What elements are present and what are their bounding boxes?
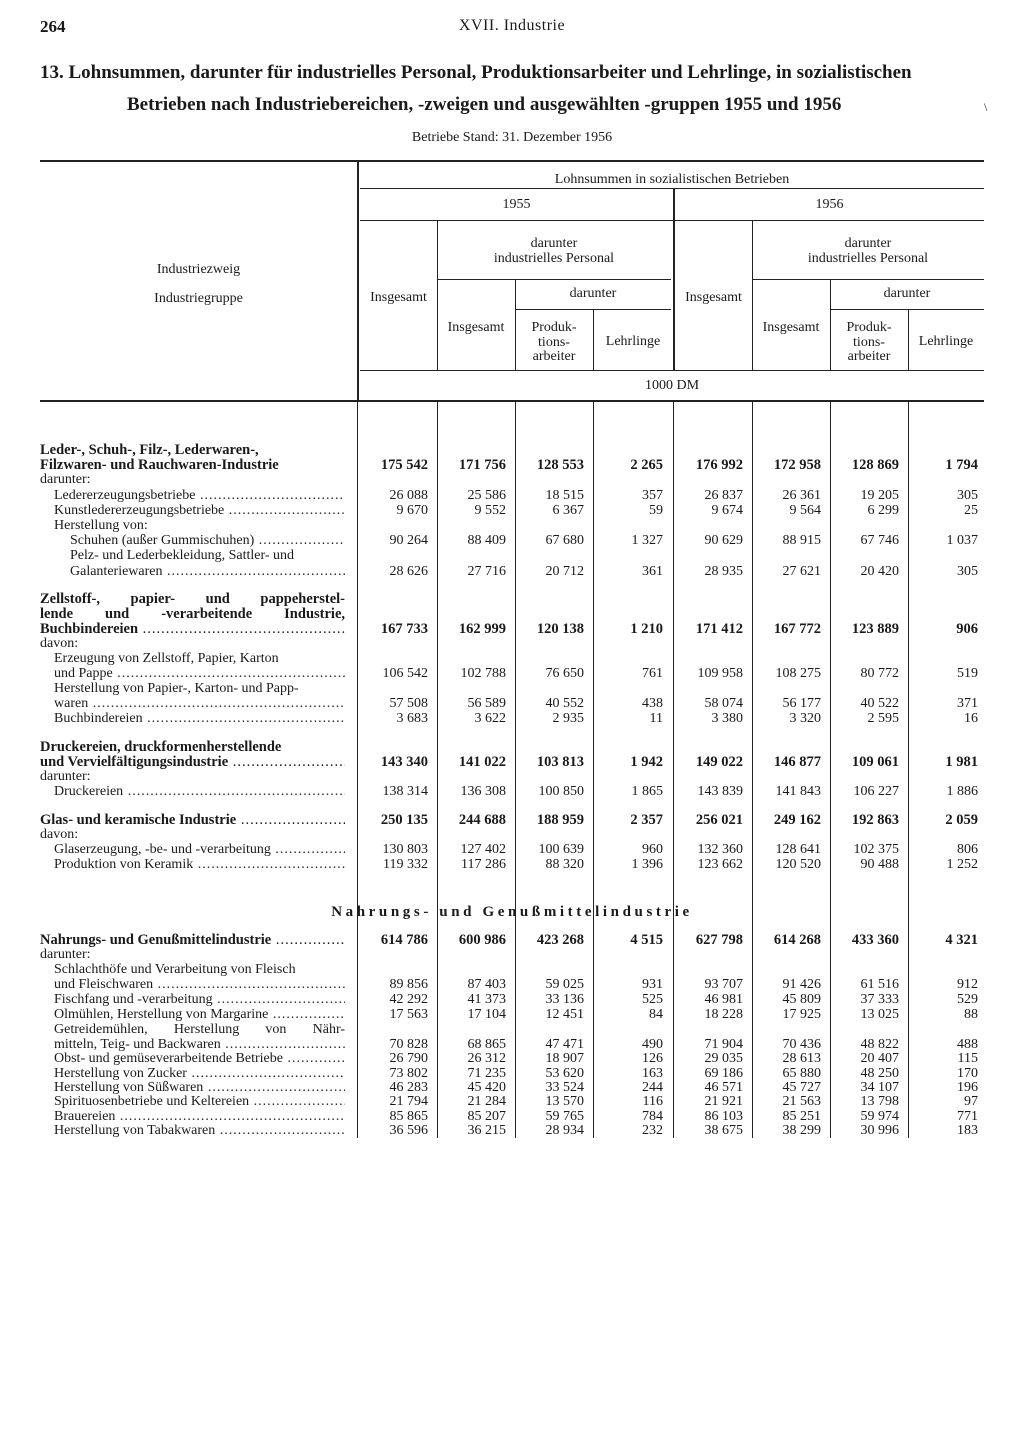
table-cell: 6 367 xyxy=(552,503,584,518)
table-cell: 188 959 xyxy=(536,812,584,828)
table-cell: 25 xyxy=(964,503,978,518)
header-1955-darunter-ind-2: industrielles Personal xyxy=(493,251,615,266)
table-cell: 20 420 xyxy=(860,564,899,579)
table-cell: 33 136 xyxy=(545,992,584,1007)
table-cell: 36 596 xyxy=(389,1123,428,1138)
table-cell: 128 553 xyxy=(536,457,584,473)
row-label: Produktion von Keramik ..... xyxy=(40,858,345,872)
table-cell: 1 037 xyxy=(946,533,978,548)
table-cell: 1 794 xyxy=(945,457,978,473)
table-cell: 61 516 xyxy=(860,977,899,992)
table-title-line-1: 13. Lohnsummen, darunter für industrielles Personal, Produktionsarbeiter und Lehrlinge, in sozialistischen xyxy=(40,62,912,83)
table-cell: 20 712 xyxy=(545,564,584,579)
row-label: Fischfang und -verarbeitung ..... xyxy=(40,993,345,1007)
table-cell: 1 886 xyxy=(946,784,978,799)
table-cell: 21 794 xyxy=(389,1094,428,1109)
row-label: Schuhen (außer Gummischuhen) ..... xyxy=(40,534,345,548)
table-cell: 28 935 xyxy=(704,564,743,579)
section-title-nahrung: Nahrungs- und Genußmittelindustrie xyxy=(331,904,693,920)
table-cell: 59 xyxy=(649,503,663,518)
table-cell: 48 250 xyxy=(860,1066,899,1081)
table-cell: 2 059 xyxy=(945,812,978,828)
table-cell: 88 320 xyxy=(545,857,584,872)
table-cell: 57 508 xyxy=(389,696,428,711)
rule-above-unit xyxy=(360,370,984,371)
table-title-line-2: Betrieben nach Industriebereichen, -zweigen und ausgewählten -gruppen 1955 und 1956 xyxy=(127,94,842,115)
table-cell: 18 515 xyxy=(545,488,584,503)
table-cell: 423 268 xyxy=(536,932,584,948)
row-label: Schlachthöfe und Verarbeitung von Fleisch xyxy=(54,963,296,977)
table-cell: 183 xyxy=(957,1123,978,1138)
table-cell: 138 314 xyxy=(382,784,428,799)
stub-header-zweig: Industriezweig xyxy=(156,262,241,277)
table-cell: 2 357 xyxy=(630,812,663,828)
table-cell: 488 xyxy=(957,1037,978,1052)
table-cell: 28 613 xyxy=(782,1051,821,1066)
table-cell: 93 707 xyxy=(704,977,743,992)
table-cell: 108 275 xyxy=(775,666,821,681)
row-label: Herstellung von Papier-, Karton- und Papp- xyxy=(54,682,299,696)
table-cell: 27 621 xyxy=(782,564,821,579)
table-cell: 106 542 xyxy=(382,666,428,681)
table-cell: 40 522 xyxy=(860,696,899,711)
table-cell: 4 321 xyxy=(945,932,978,948)
table-cell: 171 412 xyxy=(695,621,743,637)
table-cell: 13 570 xyxy=(545,1094,584,1109)
table-cell: 109 061 xyxy=(851,754,899,770)
table-cell: 38 299 xyxy=(782,1123,821,1138)
table-cell: 41 373 xyxy=(467,992,506,1007)
header-1956-insgesamt: Insgesamt xyxy=(685,290,742,305)
row-label: Ledererzeugungsbetriebe ..... xyxy=(40,489,345,503)
table-cell: 70 828 xyxy=(389,1037,428,1052)
row-label: Zellstoff-, papier- und pappeherstel- xyxy=(40,592,345,606)
table-cell: 172 958 xyxy=(773,457,821,473)
table-cell: 1 210 xyxy=(630,621,663,637)
table-cell: 9 674 xyxy=(711,503,743,518)
table-cell: 71 904 xyxy=(704,1037,743,1052)
table-cell: 88 915 xyxy=(782,533,821,548)
row-label: waren ..... xyxy=(40,697,345,711)
table-cell: 357 xyxy=(642,488,663,503)
table-cell: 1 942 xyxy=(630,754,663,770)
table-cell: 9 670 xyxy=(396,503,428,518)
table-cell: 3 320 xyxy=(789,711,821,726)
row-label: Ölmühlen, Herstellung von Margarine ..... xyxy=(40,1008,345,1022)
table-cell: 80 772 xyxy=(860,666,899,681)
rule-under-top-header xyxy=(360,188,984,189)
table-cell: 97 xyxy=(964,1094,978,1109)
table-cell: 9 552 xyxy=(474,503,506,518)
table-cell: 761 xyxy=(642,666,663,681)
header-lohnsummen: Lohnsummen in sozialistischen Betrieben xyxy=(554,172,790,187)
table-cell: 59 025 xyxy=(545,977,584,992)
row-label: und Fleischwaren ..... xyxy=(40,978,345,992)
table-cell: 3 683 xyxy=(396,711,428,726)
header-1956-prod-1: Produk- xyxy=(846,320,892,335)
row-label: davon: xyxy=(40,637,79,651)
table-cell: 27 716 xyxy=(467,564,506,579)
table-cell: 1 327 xyxy=(631,533,663,548)
header-year-1956: 1956 xyxy=(815,197,844,212)
row-label: Nahrungs- und Genußmittelindustrie ..... xyxy=(40,933,345,947)
table-cell: 130 803 xyxy=(382,842,428,857)
table-cell: 56 177 xyxy=(782,696,821,711)
header-unit: 1000 DM xyxy=(644,378,700,393)
table-cell: 175 542 xyxy=(380,457,428,473)
table-cell: 519 xyxy=(957,666,978,681)
table-cell: 88 409 xyxy=(467,533,506,548)
table-cell: 126 xyxy=(642,1051,663,1066)
rule-under-darunter-ind-1956 xyxy=(752,279,984,280)
table-cell: 102 788 xyxy=(460,666,506,681)
table-cell: 73 802 xyxy=(389,1066,428,1081)
table-cell: 305 xyxy=(957,488,978,503)
table-cell: 88 xyxy=(964,1007,978,1022)
table-cell: 69 186 xyxy=(704,1066,743,1081)
table-cell: 117 286 xyxy=(461,857,506,872)
table-cell: 59 765 xyxy=(545,1109,584,1124)
table-cell: 162 999 xyxy=(458,621,506,637)
table-cell: 103 813 xyxy=(536,754,584,770)
table-cell: 116 xyxy=(642,1094,663,1109)
table-cell: 20 407 xyxy=(860,1051,899,1066)
table-cell: 232 xyxy=(642,1123,663,1138)
table-cell: 146 877 xyxy=(773,754,821,770)
header-1956-prod-3: arbeiter xyxy=(847,349,891,364)
table-cell: 2 265 xyxy=(630,457,663,473)
table-cell: 58 074 xyxy=(704,696,743,711)
table-cell: 90 488 xyxy=(860,857,899,872)
table-cell: 12 451 xyxy=(545,1007,584,1022)
table-cell: 65 880 xyxy=(782,1066,821,1081)
row-label: Herstellung von Zucker ..... xyxy=(40,1067,345,1081)
table-cell: 17 925 xyxy=(782,1007,821,1022)
table-cell: 29 035 xyxy=(704,1051,743,1066)
table-cell: 19 205 xyxy=(860,488,899,503)
rule-body-7 xyxy=(908,402,909,1138)
table-cell: 784 xyxy=(642,1109,663,1124)
row-label: Glaserzeugung, -be- und -verarbeitung ..... xyxy=(40,843,345,857)
table-cell: 89 856 xyxy=(389,977,428,992)
table-cell: 433 360 xyxy=(851,932,899,948)
table-cell: 123 889 xyxy=(851,621,899,637)
table-cell: 67 746 xyxy=(860,533,899,548)
table-cell: 26 088 xyxy=(389,488,428,503)
rule-under-darunter-1956 xyxy=(830,309,984,310)
table-cell: 85 207 xyxy=(467,1109,506,1124)
table-cell: 85 865 xyxy=(389,1109,428,1124)
table-cell: 48 822 xyxy=(860,1037,899,1052)
row-label: darunter: xyxy=(40,770,91,784)
table-cell: 46 283 xyxy=(389,1080,428,1095)
table-cell: 141 843 xyxy=(775,784,821,799)
rule-body-1 xyxy=(437,402,438,1138)
row-label: Leder-, Schuh-, Filz-, Lederwaren-, xyxy=(40,443,259,457)
table-cell: 1 252 xyxy=(946,857,978,872)
table-cell: 26 312 xyxy=(467,1051,506,1066)
table-cell: 1 396 xyxy=(631,857,663,872)
table-cell: 34 107 xyxy=(860,1080,899,1095)
rule-body-4 xyxy=(673,402,674,1138)
header-1955-darunter-ind-1: darunter xyxy=(530,236,578,251)
row-label: Druckereien, druckformenherstellende xyxy=(40,740,282,754)
rule-under-darunter-ind-1955 xyxy=(437,279,671,280)
table-cell: 176 992 xyxy=(695,457,743,473)
table-cell: 149 022 xyxy=(695,754,743,770)
table-cell: 171 756 xyxy=(458,457,506,473)
table-cell: 120 138 xyxy=(536,621,584,637)
rule-body-5 xyxy=(752,402,753,1138)
row-label: Galanteriewaren ..... xyxy=(40,565,345,579)
table-cell: 26 837 xyxy=(704,488,743,503)
header-1955-prod-2: tions- xyxy=(538,335,570,350)
print-mark: \ xyxy=(984,100,988,114)
table-cell: 1 865 xyxy=(631,784,663,799)
table-cell: 490 xyxy=(642,1037,663,1052)
table-cell: 30 996 xyxy=(860,1123,899,1138)
table-cell: 11 xyxy=(649,711,663,726)
table-cell: 9 564 xyxy=(789,503,821,518)
table-cell: 76 650 xyxy=(545,666,584,681)
header-1955-darunter: darunter xyxy=(569,286,617,301)
table-cell: 132 360 xyxy=(697,842,743,857)
header-1956-darunter-ind-1: darunter xyxy=(844,236,892,251)
table-cell: 120 520 xyxy=(775,857,821,872)
table-cell: 3 622 xyxy=(474,711,506,726)
row-label: darunter: xyxy=(40,473,91,487)
table-cell: 46 981 xyxy=(704,992,743,1007)
table-cell: 931 xyxy=(642,977,663,992)
table-cell: 244 688 xyxy=(458,812,506,828)
table-cell: 87 403 xyxy=(467,977,506,992)
table-cell: 45 727 xyxy=(782,1080,821,1095)
table-cell: 18 907 xyxy=(545,1051,584,1066)
table-cell: 912 xyxy=(957,977,978,992)
table-cell: 614 268 xyxy=(773,932,821,948)
table-cell: 90 629 xyxy=(704,533,743,548)
table-cell: 143 839 xyxy=(697,784,743,799)
table-cell: 13 798 xyxy=(860,1094,899,1109)
table-cell: 17 563 xyxy=(389,1007,428,1022)
row-label: Herstellung von Süßwaren ..... xyxy=(40,1081,345,1095)
rule-body-2 xyxy=(515,402,516,1138)
table-cell: 525 xyxy=(642,992,663,1007)
row-label: und Pappe ..... xyxy=(40,667,345,681)
header-1956-prod-2: tions- xyxy=(853,335,885,350)
table-cell: 128 641 xyxy=(775,842,821,857)
table-cell: 106 227 xyxy=(853,784,899,799)
rule-header-bottom xyxy=(40,400,984,402)
row-label: Glas- und keramische Industrie ..... xyxy=(40,813,345,827)
table-cell: 85 251 xyxy=(782,1109,821,1124)
page-number: 264 xyxy=(40,17,66,36)
table-cell: 529 xyxy=(957,992,978,1007)
table-cell: 42 292 xyxy=(389,992,428,1007)
stub-header-gruppe: Industriegruppe xyxy=(154,291,243,306)
table-cell: 37 333 xyxy=(860,992,899,1007)
table-cell: 84 xyxy=(649,1007,663,1022)
header-year-1955: 1955 xyxy=(502,197,531,212)
row-label: Buchbindereien ..... xyxy=(40,622,345,636)
table-cell: 17 104 xyxy=(467,1007,506,1022)
running-head: XVII. Industrie xyxy=(458,17,566,34)
table-cell: 170 xyxy=(957,1066,978,1081)
rule-under-years xyxy=(360,220,984,221)
table-cell: 119 332 xyxy=(383,857,428,872)
table-cell: 59 974 xyxy=(860,1109,899,1124)
table-cell: 53 620 xyxy=(545,1066,584,1081)
header-1955-insgesamt: Insgesamt xyxy=(370,290,427,305)
row-label: Getreidemühlen, Herstellung von Nähr- xyxy=(54,1023,345,1037)
rule-stub xyxy=(357,160,359,400)
header-1955-ind-insgesamt: Insgesamt xyxy=(447,320,505,335)
row-label: Herstellung von: xyxy=(54,519,148,533)
row-label: davon: xyxy=(40,828,79,842)
table-cell: 128 869 xyxy=(851,457,899,473)
row-label: Herstellung von Tabakwaren ..... xyxy=(40,1124,345,1138)
rule-stub-body xyxy=(357,402,358,1138)
table-cell: 614 786 xyxy=(380,932,428,948)
table-cell: 141 022 xyxy=(458,754,506,770)
table-cell: 167 733 xyxy=(380,621,428,637)
row-label: Filzwaren- und Rauchwaren-Industrie xyxy=(40,458,279,472)
table-cell: 45 809 xyxy=(782,992,821,1007)
row-label: mitteln, Teig- und Backwaren ..... xyxy=(40,1038,345,1052)
table-cell: 102 375 xyxy=(853,842,899,857)
table-cell: 244 xyxy=(642,1080,663,1095)
table-cell: 56 589 xyxy=(467,696,506,711)
table-cell: 163 xyxy=(642,1066,663,1081)
table-cell: 123 662 xyxy=(697,857,743,872)
table-cell: 806 xyxy=(957,842,978,857)
table-cell: 67 680 xyxy=(545,533,584,548)
table-cell: 305 xyxy=(957,564,978,579)
table-cell: 47 471 xyxy=(545,1037,584,1052)
table-cell: 71 235 xyxy=(467,1066,506,1081)
table-cell: 4 515 xyxy=(630,932,663,948)
table-cell: 28 626 xyxy=(389,564,428,579)
row-label: Spirituosenbetriebe und Keltereien ..... xyxy=(40,1095,345,1109)
row-label: und Vervielfältigungsindustrie ..... xyxy=(40,755,345,769)
header-1955-prod-3: arbeiter xyxy=(532,349,576,364)
table-cell: 68 865 xyxy=(467,1037,506,1052)
table-cell: 627 798 xyxy=(695,932,743,948)
table-cell: 249 162 xyxy=(773,812,821,828)
table-cell: 438 xyxy=(642,696,663,711)
table-cell: 33 524 xyxy=(545,1080,584,1095)
table-cell: 40 552 xyxy=(545,696,584,711)
header-1956-darunter-ind-2: industrielles Personal xyxy=(807,251,929,266)
table-cell: 18 228 xyxy=(704,1007,743,1022)
table-cell: 109 958 xyxy=(697,666,743,681)
table-cell: 21 563 xyxy=(782,1094,821,1109)
table-cell: 100 850 xyxy=(538,784,584,799)
table-cell: 143 340 xyxy=(380,754,428,770)
table-cell: 115 xyxy=(957,1051,978,1066)
table-cell: 192 863 xyxy=(851,812,899,828)
table-cell: 600 986 xyxy=(458,932,506,948)
row-label: lende und -verarbeitende Industrie, xyxy=(40,607,345,621)
table-cell: 91 426 xyxy=(782,977,821,992)
table-cell: 1 981 xyxy=(945,754,978,770)
table-cell: 771 xyxy=(957,1109,978,1124)
table-cell: 2 935 xyxy=(552,711,584,726)
header-1956-darunter: darunter xyxy=(883,286,931,301)
table-cell: 38 675 xyxy=(704,1123,743,1138)
rule-body-6 xyxy=(830,402,831,1138)
row-label: Pelz- und Lederbekleidung, Sattler- und xyxy=(70,549,295,563)
rule-body-3 xyxy=(593,402,594,1138)
table-cell: 6 299 xyxy=(867,503,899,518)
table-cell: 13 025 xyxy=(860,1007,899,1022)
row-label: Buchbindereien ..... xyxy=(40,712,345,726)
table-cell: 36 215 xyxy=(467,1123,506,1138)
table-cell: 136 308 xyxy=(460,784,506,799)
table-cell: 21 921 xyxy=(704,1094,743,1109)
table-cell: 26 361 xyxy=(782,488,821,503)
table-cell: 25 586 xyxy=(467,488,506,503)
row-label: Obst- und gemüseverarbeitende Betriebe ..... xyxy=(40,1052,345,1066)
row-label: darunter: xyxy=(40,948,91,962)
table-cell: 3 380 xyxy=(711,711,743,726)
row-label: Brauereien ..... xyxy=(40,1110,345,1124)
table-cell: 90 264 xyxy=(389,533,428,548)
table-cell: 100 639 xyxy=(538,842,584,857)
rule-year-split xyxy=(673,188,675,370)
row-label: Erzeugung von Zellstoff, Papier, Karton xyxy=(54,652,279,666)
header-1955-prod-1: Produk- xyxy=(531,320,577,335)
table-cell: 46 571 xyxy=(704,1080,743,1095)
table-cell: 127 402 xyxy=(460,842,506,857)
table-cell: 16 xyxy=(964,711,978,726)
table-cell: 960 xyxy=(642,842,663,857)
row-label: Kunstledererzeugungsbetriebe ..... xyxy=(40,504,345,518)
table-cell: 361 xyxy=(642,564,663,579)
table-cell: 21 284 xyxy=(467,1094,506,1109)
rule-top xyxy=(40,160,984,162)
table-cell: 2 595 xyxy=(867,711,899,726)
header-1956-ind-insgesamt: Insgesamt xyxy=(762,320,820,335)
table-cell: 906 xyxy=(956,621,978,637)
table-cell: 371 xyxy=(957,696,978,711)
table-cell: 250 135 xyxy=(380,812,428,828)
table-cell: 167 772 xyxy=(773,621,821,637)
table-cell: 256 021 xyxy=(695,812,743,828)
table-cell: 86 103 xyxy=(704,1109,743,1124)
table-cell: 196 xyxy=(957,1080,978,1095)
table-cell: 45 420 xyxy=(467,1080,506,1095)
table-cell: 70 436 xyxy=(782,1037,821,1052)
table-subtitle: Betriebe Stand: 31. Dezember 1956 xyxy=(411,130,613,145)
header-1956-lehrlinge: Lehrlinge xyxy=(918,334,974,349)
table-cell: 26 790 xyxy=(389,1051,428,1066)
header-1955-lehrlinge: Lehrlinge xyxy=(605,334,661,349)
row-label: Druckereien ..... xyxy=(40,785,345,799)
table-cell: 28 934 xyxy=(545,1123,584,1138)
